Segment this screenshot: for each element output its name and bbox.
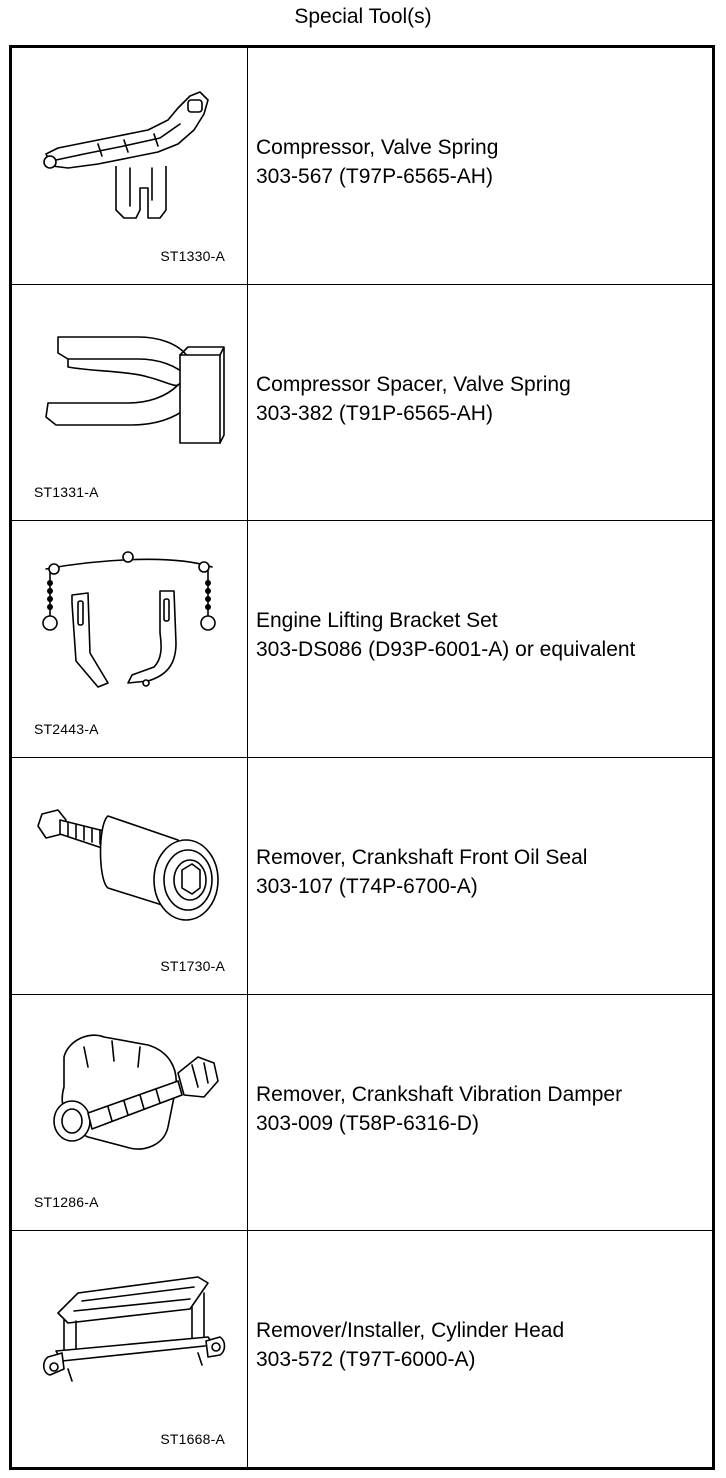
valve-spring-compressor-icon: [28, 70, 228, 230]
table-row: [12, 521, 712, 758]
tool-part-number: 303-382 (T91P-6565-AH): [256, 401, 493, 425]
tool-description-cell: [248, 995, 712, 1231]
valve-spring-compressor-spacer-icon: [28, 307, 228, 467]
front-oil-seal-remover-icon: [28, 780, 228, 940]
vibration-damper-remover-icon: [28, 1017, 228, 1177]
tool-illustration-cell: [12, 48, 248, 284]
tool-illustration-cell: [12, 285, 248, 521]
tool-illustration-cell: [12, 758, 248, 994]
table-row: [12, 995, 712, 1232]
table-row: [12, 285, 712, 522]
table-row: [12, 1231, 712, 1467]
tool-description-cell: [248, 1231, 712, 1467]
table-row: [12, 48, 712, 285]
tool-image-code: ST1668-A: [160, 1431, 225, 1448]
tool-image-code: ST1286-A: [34, 1194, 99, 1211]
tool-image-code: ST1331-A: [34, 484, 99, 501]
tool-part-number: 303-567 (T97P-6565-AH): [256, 164, 493, 188]
tool-name: Compressor Spacer, Valve Spring: [256, 372, 571, 396]
tool-name: Remover, Crankshaft Front Oil Seal: [256, 845, 588, 869]
tool-name: Remover, Crankshaft Vibration Damper: [256, 1082, 623, 1106]
tool-illustration-cell: [12, 521, 248, 757]
tool-part-number: 303-DS086 (D93P-6001-A) or equivalent: [256, 638, 636, 662]
tool-image-code: ST1330-A: [160, 247, 225, 264]
tool-name: Remover/Installer, Cylinder Head: [256, 1319, 565, 1343]
tool-description-cell: [248, 521, 712, 757]
table-row: [12, 758, 712, 995]
engine-lifting-bracket-icon: [28, 543, 228, 703]
cylinder-head-remover-installer-icon: [28, 1253, 228, 1413]
tool-name: Engine Lifting Bracket Set: [256, 609, 498, 633]
tool-image-code: ST2443-A: [34, 721, 99, 738]
special-tools-table: [9, 45, 715, 1470]
tool-illustration-cell: [12, 1231, 248, 1467]
tool-illustration-cell: [12, 995, 248, 1231]
tool-part-number: 303-572 (T97T-6000-A): [256, 1348, 476, 1372]
tool-description-cell: [248, 758, 712, 994]
tool-name: Compressor, Valve Spring: [256, 135, 499, 159]
tool-description-cell: [248, 48, 712, 284]
tool-description-cell: [248, 285, 712, 521]
tool-part-number: 303-009 (T58P-6316-D): [256, 1111, 479, 1135]
tool-part-number: 303-107 (T74P-6700-A): [256, 874, 478, 898]
page-title: Special Tool(s): [294, 5, 432, 28]
tool-image-code: ST1730-A: [160, 957, 225, 974]
